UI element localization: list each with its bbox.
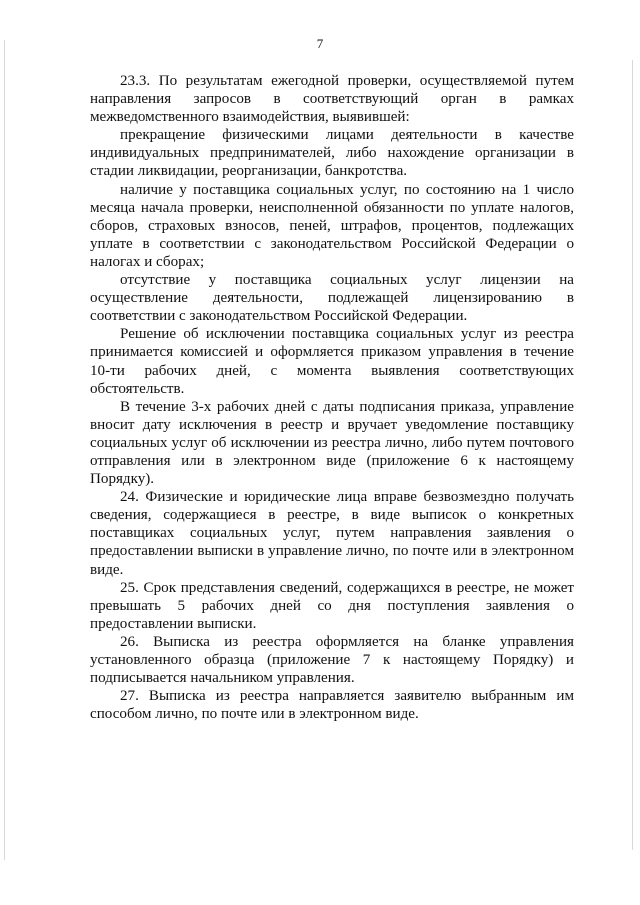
paragraph-23-3: 23.3. По результатам ежегодной проверки, осуществляемой путем направления запросов в соответствующий орган в рамках межведомственного взаимодействия, выявившей: — [90, 73, 574, 126]
paragraph-26: 26. Выписка из реестра оформляется на бланке управления установленного образца (приложение 7 к настоящему Порядку) и подписывается начальником управления. — [90, 633, 574, 687]
paragraph-tax-debt: наличие у поставщика социальных услуг, по состоянию на 1 число месяца начала проверки, неисполненной обязанности по уплате налогов, сборов, страховых взносов, пеней, штрафов, процентов, подлежащих уплате в соответствии с законодательством Российской Федерации о налогах и сборах; — [90, 181, 574, 270]
paragraph-no-license: отсутствие у поставщика социальных услуг лицензии на осуществление деятельности, подлежащей лицензированию в соответствии с законодательством Российской Федерации. — [90, 272, 574, 325]
paragraph-25: 25. Срок представления сведений, содержащихся в реестре, не может превышать 5 рабочих дней со дня поступления заявления о предоставлении выписки. — [90, 579, 574, 632]
paragraph-termination-activity: прекращение физическими лицами деятельности в качестве индивидуальных предпринимателей, либо нахождение организации в стадии ликвидации, реорганизации, банкротства. — [90, 127, 574, 180]
paragraph-27: 27. Выписка из реестра направляется заявителю выбранным им способом лично, по почте или в электронном виде. — [90, 688, 574, 723]
document-body — [90, 72, 574, 723]
paragraph-24: 24. Физические и юридические лица вправе безвозмездно получать сведения, содержащиеся в реестре, в виде выписок о конкретных поставщиках социальных услуг, путем направления заявления о предоставлении выписки в управление лично, по почте или в электронном виде. — [90, 489, 574, 578]
scan-edge-left — [4, 40, 5, 860]
paragraph-exclusion-notice: В течение 3-х рабочих дней с даты подписания приказа, управление вносит дату исключения в реестр и вручает уведомление поставщику социальных услуг об исключении из реестра лично, либо путем почтового отправления или в электронном виде (приложение 6 к настоящему Порядку). — [90, 398, 574, 488]
scan-edge-right — [632, 60, 633, 850]
page-number: 7 — [316, 36, 324, 51]
paragraph-exclusion-decision: Решение об исключении поставщика социальных услуг из реестра принимается комиссией и оформляется приказом управления в течение 10-ти рабочих дней, с момента выявления соответствующих обстоятельств. — [90, 326, 574, 397]
